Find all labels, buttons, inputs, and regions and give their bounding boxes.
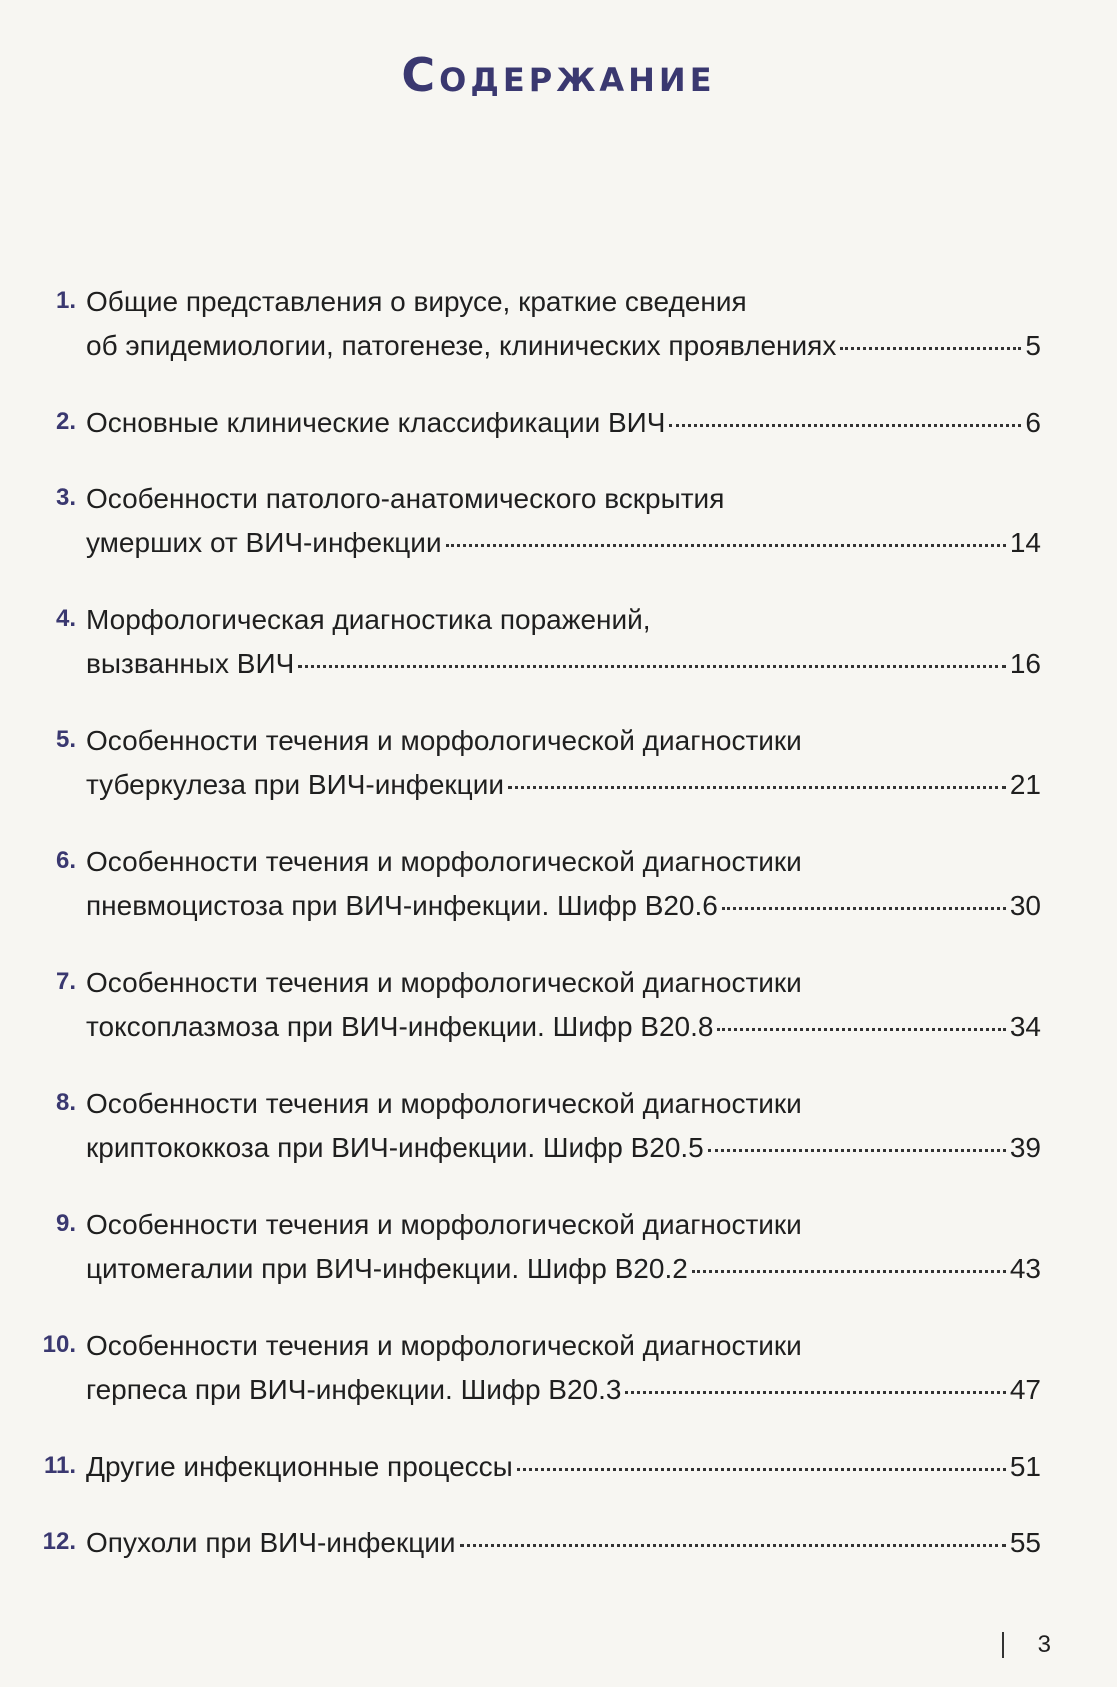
toc-entry-8[interactable] [0, 1087, 1117, 1163]
toc-entry-number: 7. [55, 968, 76, 995]
toc-entry-title-line1: Особенности течения и морфологической диагностики [86, 1209, 802, 1240]
toc-entry-7[interactable] [0, 966, 1117, 1042]
toc-entry-9[interactable] [0, 1208, 1117, 1284]
toc-entry-title-line2-row [86, 1010, 1041, 1044]
toc-entry-title-line2-row [86, 1373, 1041, 1407]
toc-entry-title-line1: Особенности патолого-анатомического вскрытия [86, 483, 725, 514]
toc-entry-title-line1: Особенности течения и морфологической диагностики [86, 846, 802, 877]
toc-entry-number: 9. [55, 1210, 76, 1237]
dot-leader [517, 1468, 1006, 1471]
dot-leader [446, 544, 1006, 547]
toc-entry-page: 47 [1009, 1374, 1041, 1405]
toc-entry-title-line2-row [86, 647, 1041, 681]
toc-entry-title-line2: пневмоцистоза при ВИЧ-инфекции. Шифр В20.6 [86, 890, 718, 921]
toc-entry-12[interactable] [0, 1526, 1117, 1566]
dot-leader [692, 1270, 1006, 1273]
toc-entry-1[interactable] [0, 285, 1117, 361]
toc-entry-page: 39 [1009, 1132, 1041, 1163]
toc-entry-title-line2: об эпидемиологии, патогенезе, клинических проявлениях [86, 330, 837, 361]
toc-entry-page: 51 [1009, 1451, 1041, 1482]
dot-leader [460, 1544, 1006, 1547]
toc-entry-title-line1: Особенности течения и морфологической диагностики [86, 725, 802, 756]
toc-entry-title: Другие инфекционные процессы [86, 1451, 513, 1482]
toc-entry-page: 5 [1025, 330, 1041, 361]
toc-entry-page: 55 [1009, 1527, 1041, 1558]
toc-entry-title-line2: цитомегалии при ВИЧ-инфекции. Шифр В20.2 [86, 1253, 688, 1284]
toc-entry-title: Опухоли при ВИЧ-инфекции [86, 1527, 456, 1558]
toc-entry-title-line2: криптококкоза при ВИЧ-инфекции. Шифр В20.5 [86, 1132, 704, 1163]
toc-entry-title-line1: Особенности течения и морфологической диагностики [86, 1088, 802, 1119]
toc-entry-3[interactable] [0, 482, 1117, 558]
dot-leader [708, 1149, 1006, 1152]
toc-entry-title-line1: Особенности течения и морфологической диагностики [86, 967, 802, 998]
toc-entry-title-line2-row [86, 1252, 1041, 1286]
toc-entry-page: 14 [1009, 527, 1041, 558]
toc-entry-number: 11. [43, 1452, 76, 1479]
toc-entry-page: 43 [1009, 1253, 1041, 1284]
toc-entry-5[interactable] [0, 724, 1117, 800]
toc-entry-title-line2-row [86, 329, 1041, 363]
toc-entry-title-line1: Морфологическая диагностика поражений, [86, 604, 651, 635]
toc-entry-10[interactable] [0, 1329, 1117, 1405]
toc-entry-title-line2: токсоплазмоза при ВИЧ-инфекции. Шифр В20.8 [86, 1011, 714, 1042]
toc-entry-title-line2: умерших от ВИЧ-инфекции [86, 527, 442, 558]
dot-leader [840, 347, 1021, 350]
toc-entry-2[interactable] [0, 406, 1117, 446]
toc-entry-number: 6. [55, 847, 76, 874]
toc-entry-4[interactable] [0, 603, 1117, 679]
toc-entry-number: 3. [55, 484, 76, 511]
toc-entry-title-row [86, 1450, 1041, 1484]
dot-leader [625, 1391, 1005, 1394]
dot-leader [722, 907, 1006, 910]
toc-entry-number: 5. [55, 726, 76, 753]
toc-entry-title-line2: туберкулеза при ВИЧ-инфекции [86, 769, 504, 800]
page-title: Содержание [401, 48, 716, 102]
toc-entry-number: 2. [55, 408, 76, 435]
page-number: 3 [1037, 1631, 1051, 1658]
dot-leader [508, 786, 1006, 789]
toc-entry-title-line2-row [86, 889, 1041, 923]
toc-entry-title-row [86, 1526, 1041, 1560]
toc-entry-title-line2: вызванных ВИЧ [86, 648, 295, 679]
toc-entry-page: 30 [1009, 890, 1041, 921]
toc-entry-title-line1: Особенности течения и морфологической диагностики [86, 1330, 802, 1361]
dot-leader [669, 424, 1021, 427]
toc-entry-page: 21 [1009, 769, 1041, 800]
footer-divider [1002, 1632, 1004, 1658]
toc-entry-number: 8. [55, 1089, 76, 1116]
toc-entry-6[interactable] [0, 845, 1117, 921]
toc-entry-number: 12. [42, 1528, 76, 1555]
toc-entry-title: Основные клинические классификации ВИЧ [86, 407, 666, 438]
dot-leader [298, 665, 1006, 668]
toc-entry-number: 4. [55, 605, 76, 632]
toc-entry-title-line1: Общие представления о вирусе, краткие сведения [86, 286, 747, 317]
toc-entry-title-line2: герпеса при ВИЧ-инфекции. Шифр В20.3 [86, 1374, 622, 1405]
toc-entry-page: 6 [1025, 407, 1041, 438]
table-of-contents [0, 285, 1117, 1602]
toc-entry-title-line2-row [86, 1131, 1041, 1165]
toc-entry-number: 10. [42, 1331, 76, 1358]
toc-entry-page: 34 [1009, 1011, 1041, 1042]
toc-entry-number: 1. [55, 287, 76, 314]
toc-entry-title-line2-row [86, 526, 1041, 560]
toc-entry-title-row [86, 406, 1041, 440]
dot-leader [717, 1028, 1005, 1031]
toc-entry-title-line2-row [86, 768, 1041, 802]
toc-entry-11[interactable] [0, 1450, 1117, 1490]
toc-entry-page: 16 [1009, 648, 1041, 679]
page-footer [1002, 1631, 1051, 1659]
